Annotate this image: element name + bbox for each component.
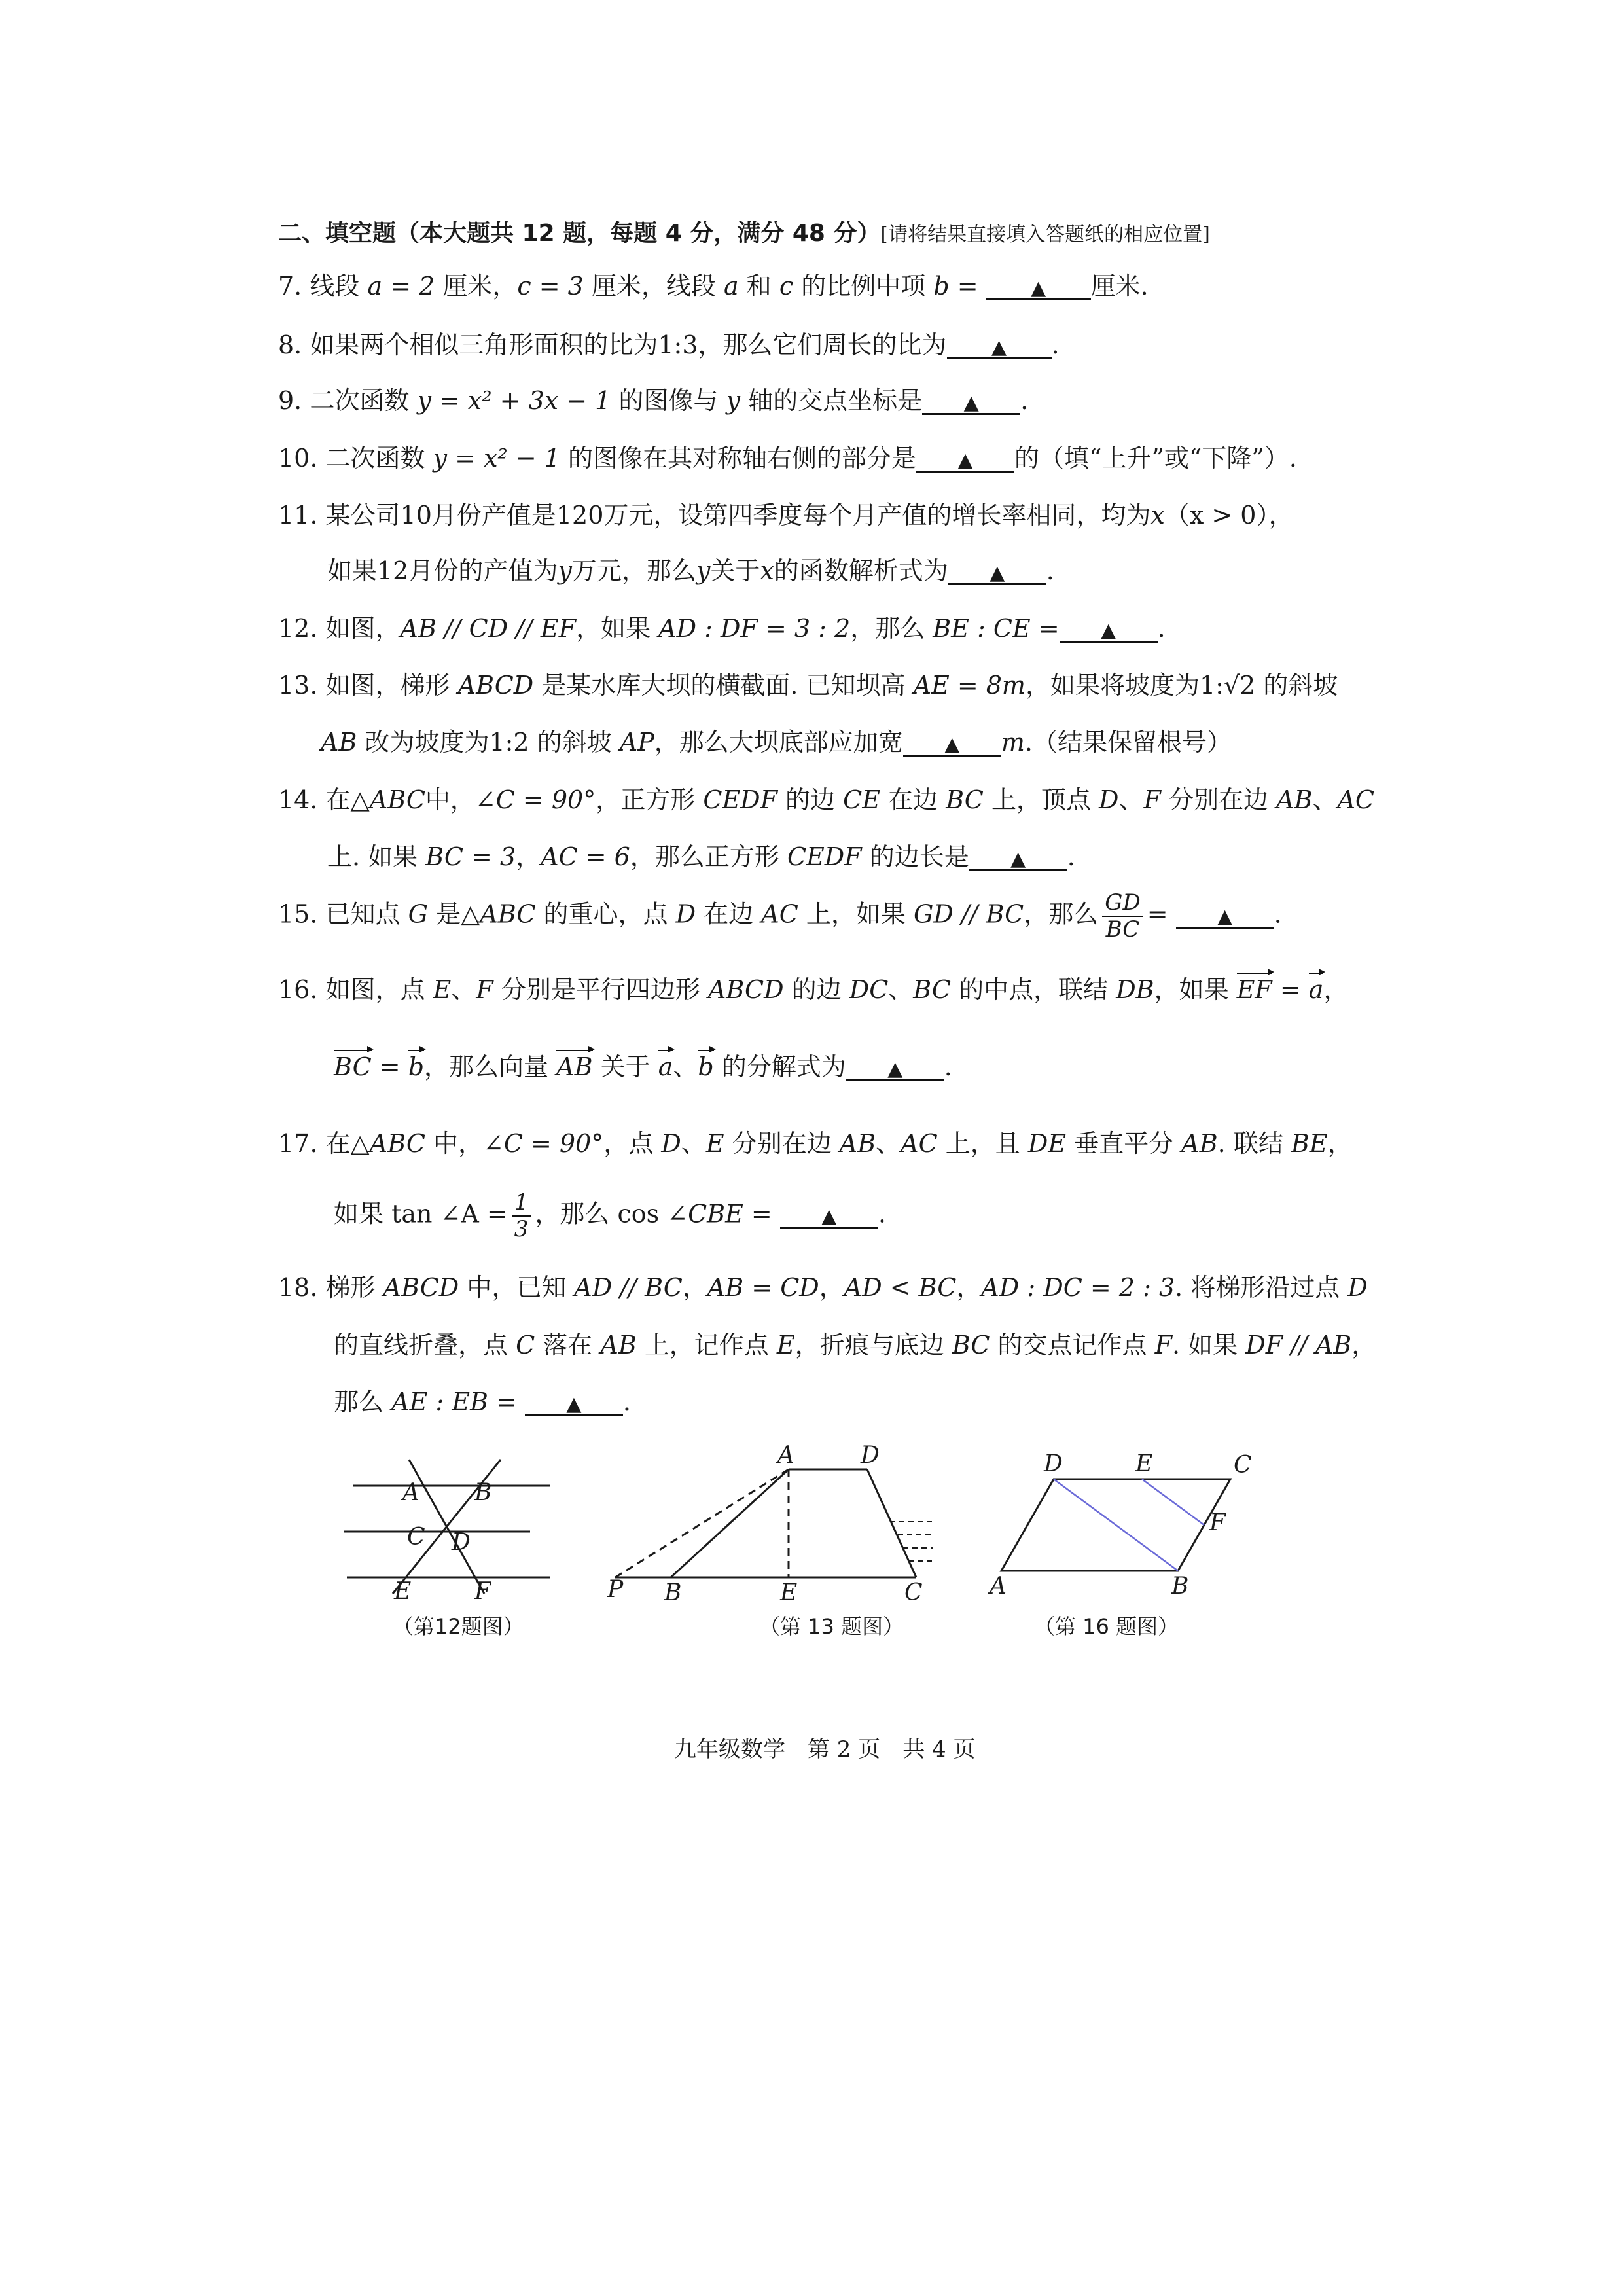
question-text: ，点 xyxy=(603,1129,662,1158)
answer-blank[interactable]: ▲ xyxy=(1176,907,1274,929)
point-label-p: P xyxy=(607,1576,624,1603)
answer-blank[interactable]: ▲ xyxy=(1060,621,1158,643)
figure-16 xyxy=(982,1446,1270,1604)
point-label-d: D xyxy=(452,1529,471,1556)
answer-blank[interactable]: ▲ xyxy=(525,1395,623,1416)
math-var: AB xyxy=(321,728,357,757)
math-var: AB xyxy=(600,1331,637,1359)
figure-16-caption: （第 16 题图） xyxy=(1034,1614,1179,1639)
question-11-line2 xyxy=(327,556,1054,586)
vector: b xyxy=(698,1052,714,1081)
point-label-a: A xyxy=(990,1573,1007,1600)
answer-blank[interactable]: ▲ xyxy=(846,1060,944,1081)
math-expr: AB = CD xyxy=(707,1273,819,1302)
math-var: m xyxy=(1001,728,1025,757)
question-text: 分别在边 xyxy=(724,1129,840,1158)
math-var: BC xyxy=(946,785,984,814)
vector: a xyxy=(1308,975,1324,1004)
question-16: 16. 如图，点 E、F 分别是平行四边形 ABCD 的边 DC、BC 的中点，联结 DB，如果 EF = a， xyxy=(278,975,1349,1004)
vector: EF xyxy=(1236,975,1272,1004)
math-var: D xyxy=(1347,1273,1368,1302)
point-label-a: A xyxy=(777,1443,794,1469)
question-text: 二次函数 xyxy=(325,444,433,473)
math-var: x xyxy=(760,556,774,585)
question-13-line2 xyxy=(321,728,1232,758)
math-var: ABC xyxy=(480,899,536,929)
math-expr: AD : DC = 2 : 3 xyxy=(981,1273,1175,1302)
question-text: 梯形 xyxy=(325,1273,383,1302)
math-expr: AD : DF = 3 : 2 xyxy=(658,614,851,643)
question-number: 14. xyxy=(278,785,318,814)
math-var: DE xyxy=(1027,1129,1067,1158)
question-8 xyxy=(278,331,1060,361)
question-number: 8. xyxy=(278,331,302,359)
question-text: 的重心，点 xyxy=(535,899,676,929)
question-14-line2 xyxy=(327,842,1075,872)
question-text: 的图像在其对称轴右侧的部分是 xyxy=(560,444,917,473)
vector: a xyxy=(658,1052,673,1081)
math-var: y xyxy=(726,386,741,415)
question-text: 如果 tan ∠A = xyxy=(334,1199,508,1229)
question-text: 的（填“上升”或“下降”）. xyxy=(1014,444,1297,473)
question-text: 轴的交点坐标是 xyxy=(740,386,923,415)
question-text: 、 xyxy=(876,1129,901,1158)
math-var: D xyxy=(1099,785,1119,814)
math-var: F xyxy=(1154,1331,1172,1359)
math-var: F xyxy=(476,975,493,1004)
question-text: 如果两个相似三角形面积的比为1:3，那么它们周长的比为 xyxy=(310,331,947,359)
point-label-e: E xyxy=(780,1579,798,1604)
question-text: 关于 xyxy=(592,1052,658,1081)
question-13 xyxy=(278,671,1338,701)
math-var: DC xyxy=(849,975,889,1004)
question-text: . xyxy=(1067,842,1075,871)
question-text: 、 xyxy=(888,975,914,1004)
question-text: ，那么 xyxy=(1024,899,1099,929)
math-expr: AE = 8m xyxy=(913,671,1026,700)
question-text: 在△ xyxy=(325,1129,370,1158)
question-number: 17. xyxy=(278,1129,318,1158)
fraction-denominator: 3 xyxy=(514,1216,529,1243)
point-label-d: D xyxy=(1044,1450,1063,1477)
math-var: D xyxy=(675,899,696,929)
math-var: CEDF xyxy=(787,842,862,871)
question-text: . xyxy=(1051,331,1060,359)
page-footer: 九年级数学 第 2 页 共 4 页 xyxy=(674,1736,976,1763)
question-text: 厘米，线段 xyxy=(583,272,724,300)
question-17 xyxy=(278,1129,1353,1159)
question-text: . 如果 xyxy=(1172,1331,1246,1359)
question-7 xyxy=(278,272,1149,302)
math-var: AP xyxy=(619,728,654,757)
question-text: ，如果将坡度为1:√2 的斜坡 xyxy=(1025,671,1338,700)
question-text: 改为坡度为1:2 的斜坡 xyxy=(357,728,620,757)
question-text: ，那么 xyxy=(850,614,933,643)
question-text: 是某水库大坝的横截面. 已知坝高 xyxy=(533,671,914,700)
fraction-denominator: BC xyxy=(1105,916,1140,943)
math-expr: a = 2 xyxy=(367,272,435,300)
question-text: ， xyxy=(516,842,541,871)
point-label-c: C xyxy=(407,1524,425,1551)
answer-blank[interactable]: ▲ xyxy=(916,451,1014,473)
question-9 xyxy=(278,386,1028,416)
math-var: E xyxy=(705,1129,724,1158)
point-label-f: F xyxy=(474,1578,491,1604)
math-expr: y = x² + 3x − 1 xyxy=(417,386,611,415)
question-number: 7. xyxy=(278,272,302,300)
question-text: . xyxy=(1157,614,1166,643)
figure-12-caption: （第12题图） xyxy=(393,1614,524,1639)
answer-blank[interactable]: ▲ xyxy=(903,735,1001,757)
question-text: 上. 如果 xyxy=(327,842,426,871)
question-text: 上，且 xyxy=(937,1129,1028,1158)
answer-blank[interactable]: ▲ xyxy=(986,279,1091,300)
question-text: 厘米， xyxy=(435,272,518,300)
math-var: DB xyxy=(1116,975,1154,1004)
question-text: ， xyxy=(1327,1129,1353,1158)
question-text: . 将梯形沿过点 xyxy=(1175,1273,1348,1302)
question-text: 是△ xyxy=(427,899,480,929)
math-var: E xyxy=(776,1331,795,1359)
question-text: ，那么 cos ∠ xyxy=(535,1199,688,1229)
answer-blank[interactable]: ▲ xyxy=(969,850,1067,871)
math-var: G xyxy=(408,899,428,929)
question-text: 厘米. xyxy=(1090,272,1149,300)
fraction-numerator: GD xyxy=(1102,890,1143,917)
fraction xyxy=(1102,890,1143,942)
question-text: 二次函数 xyxy=(310,386,418,415)
point-label-b: B xyxy=(474,1479,492,1506)
question-text: ，正方形 xyxy=(596,785,704,814)
question-text: ，如果 xyxy=(1154,975,1237,1004)
question-text: . xyxy=(1020,386,1029,415)
math-var: a xyxy=(724,272,739,300)
question-text: 上，记作点 xyxy=(636,1331,777,1359)
math-expr: ∠C = 90° xyxy=(474,785,596,814)
question-text: ， xyxy=(819,1273,844,1302)
question-10 xyxy=(278,444,1297,474)
question-text: 的交点记作点 xyxy=(990,1331,1155,1359)
question-text: 、 xyxy=(451,975,476,1004)
question-text: 的边长是 xyxy=(861,842,969,871)
question-11 xyxy=(278,501,1293,531)
question-18-line3 xyxy=(334,1388,631,1418)
math-var: y xyxy=(696,556,711,585)
question-text: ，那么大坝底部应加宽 xyxy=(654,728,903,757)
vector: BC xyxy=(334,1052,372,1081)
figure-13-caption: （第 13 题图） xyxy=(759,1614,904,1639)
math-expr: c = 3 xyxy=(517,272,584,300)
question-number: 18. xyxy=(278,1273,318,1302)
math-var: y xyxy=(558,556,572,585)
question-text: （x > 0）， xyxy=(1164,501,1294,529)
answer-blank[interactable]: ▲ xyxy=(922,393,1020,415)
question-text: 的边 xyxy=(777,785,844,814)
question-text: 已知点 xyxy=(325,899,408,929)
question-text: 中， xyxy=(425,785,475,814)
point-label-b: B xyxy=(664,1579,682,1604)
question-text: 、 xyxy=(673,1052,698,1081)
question-text: 的比例中项 xyxy=(793,272,934,300)
math-expr: AD < BC xyxy=(844,1273,957,1302)
question-text: . xyxy=(1046,556,1054,585)
question-17-line2 xyxy=(334,1190,886,1242)
question-number: 13. xyxy=(278,671,318,700)
math-expr: BE : CE = xyxy=(933,614,1060,643)
math-var: AB xyxy=(1181,1129,1218,1158)
question-text: 在边 xyxy=(880,785,946,814)
question-text: 分别在边 xyxy=(1160,785,1277,814)
point-label-e: E xyxy=(1135,1450,1153,1477)
math-var: CE xyxy=(843,785,880,814)
question-12 xyxy=(278,614,1166,644)
math-var: AC xyxy=(1337,785,1374,814)
section-note: [请将结果直接填入答题纸的相应位置] xyxy=(880,223,1210,246)
math-var: CEDF xyxy=(703,785,777,814)
question-text: 的函数解析式为 xyxy=(774,556,948,585)
question-14 xyxy=(278,785,1374,816)
math-var: BC xyxy=(913,975,952,1004)
math-var: ABCD xyxy=(707,975,784,1004)
question-text: 如图，点 xyxy=(325,975,433,1004)
question-text: 万元，那么 xyxy=(571,556,696,585)
answer-blank[interactable]: ▲ xyxy=(948,564,1046,585)
question-text: 的分解式为 xyxy=(713,1052,846,1081)
question-text: . xyxy=(878,1199,886,1229)
vector: AB xyxy=(556,1052,593,1081)
question-text: 的中点，联结 xyxy=(951,975,1116,1004)
question-text: ，那么向量 xyxy=(424,1052,557,1081)
question-text: ， xyxy=(1351,1331,1377,1359)
fraction xyxy=(512,1190,531,1242)
question-text: 中， xyxy=(425,1129,484,1158)
question-text: 如果12月份的产值为 xyxy=(327,556,558,585)
question-text: 上，如果 xyxy=(798,899,914,929)
section-heading xyxy=(278,215,1210,248)
question-text: 关于 xyxy=(710,556,760,585)
question-text: . xyxy=(622,1388,632,1416)
question-text: 、 xyxy=(1312,785,1338,814)
point-label-b: B xyxy=(1171,1573,1189,1600)
question-text: 、 xyxy=(1118,785,1144,814)
math-var: ABC xyxy=(369,785,425,814)
question-text: ， xyxy=(956,1273,982,1302)
math-var: E xyxy=(433,975,452,1004)
answer-blank[interactable]: ▲ xyxy=(947,338,1052,359)
question-text: 中，已知 xyxy=(459,1273,575,1302)
question-text: 如图， xyxy=(325,614,401,643)
point-label-e: E xyxy=(394,1578,412,1604)
segment-ef xyxy=(1142,1479,1204,1525)
math-expr: BC = 3 xyxy=(425,842,516,871)
math-expr: b = xyxy=(933,272,978,300)
math-var: AC xyxy=(901,1129,938,1158)
math-expr: AC = 6 xyxy=(541,842,630,871)
math-expr: AB // CD // EF xyxy=(400,614,577,643)
point-label-a: A xyxy=(402,1479,419,1506)
question-number: 9. xyxy=(278,386,302,415)
question-text: . 联结 xyxy=(1217,1129,1291,1158)
point-label-c: C xyxy=(904,1579,923,1604)
question-text: 在边 xyxy=(696,899,762,929)
question-number: 11. xyxy=(278,501,318,529)
math-expr: GD // BC xyxy=(913,899,1024,929)
question-text: = xyxy=(743,1199,772,1229)
question-text: 落在 xyxy=(535,1331,601,1359)
math-var: ABCD xyxy=(457,671,534,700)
math-var: AB xyxy=(839,1129,876,1158)
section-title: 二、填空题（本大题共 12 题，每题 4 分，满分 48 分） xyxy=(278,220,881,247)
math-var: AB xyxy=(1276,785,1313,814)
vector: b xyxy=(408,1052,425,1081)
question-number: 15. xyxy=(278,899,318,929)
question-16-line2: BC = b，那么向量 AB 关于 a、b 的分解式为 ▲ . xyxy=(334,1052,952,1081)
math-var: c xyxy=(779,272,794,300)
question-18 xyxy=(278,1273,1368,1303)
point-label-c: C xyxy=(1234,1452,1252,1479)
math-var: ABCD xyxy=(383,1273,459,1302)
fraction-numerator: 1 xyxy=(512,1190,531,1217)
question-text: . xyxy=(944,1052,952,1081)
question-text: ， xyxy=(682,1273,707,1302)
question-text: 的直线折叠，点 xyxy=(334,1331,516,1359)
point-label-f: F xyxy=(1209,1509,1226,1536)
question-number: 12. xyxy=(278,614,318,643)
question-text: 、 xyxy=(681,1129,706,1158)
question-text: 垂直平分 xyxy=(1066,1129,1182,1158)
math-var: BC xyxy=(952,1331,990,1359)
question-15: 15. 已知点 G 是△ABC 的重心，点 D 在边 AC 上，如果 GD // BC，那么 $\frac{GD}{BC}$ = ▲ . xyxy=(278,889,1282,943)
math-var: CBE xyxy=(688,1199,743,1229)
figure-12 xyxy=(334,1446,569,1604)
point-label-d: D xyxy=(861,1443,880,1469)
figure-13 xyxy=(602,1443,969,1604)
math-var: x xyxy=(1150,501,1165,529)
math-var: AC xyxy=(761,899,798,929)
question-text: 的图像与 xyxy=(611,386,726,415)
answer-blank[interactable]: ▲ xyxy=(780,1207,878,1229)
math-var: D xyxy=(661,1129,681,1158)
question-text: .（结果保留根号） xyxy=(1024,728,1232,757)
math-expr: DF // AB xyxy=(1245,1331,1352,1359)
question-number: 10. xyxy=(278,444,318,473)
math-var: C xyxy=(516,1331,535,1359)
question-text: 那么 xyxy=(334,1388,392,1416)
math-var: BE xyxy=(1291,1129,1328,1158)
question-18-line2 xyxy=(334,1331,1376,1361)
question-text: 的边 xyxy=(783,975,849,1004)
math-expr: y = x² − 1 xyxy=(433,444,560,473)
question-text: 线段 xyxy=(310,272,368,300)
question-text: 某公司10月份产值是120万元，设第四季度每个月产值的增长率相同，均为 xyxy=(325,501,1151,529)
slope-ap xyxy=(615,1469,789,1577)
question-number: 16. xyxy=(278,975,318,1004)
math-expr: AD // BC xyxy=(574,1273,683,1302)
math-var: F xyxy=(1143,785,1161,814)
question-text: 在△ xyxy=(325,785,370,814)
math-expr: ∠C = 90° xyxy=(483,1129,604,1158)
question-text: . xyxy=(1274,899,1282,929)
question-text: ，折痕与底边 xyxy=(794,1331,952,1359)
question-text: 和 xyxy=(738,272,779,300)
question-text: 分别是平行四边形 xyxy=(493,975,708,1004)
math-var: ABC xyxy=(369,1129,425,1158)
question-text: ，如果 xyxy=(576,614,659,643)
question-text: ，那么正方形 xyxy=(630,842,787,871)
question-text: 上，顶点 xyxy=(983,785,1099,814)
slope-ab xyxy=(671,1469,789,1577)
question-text: 如图，梯形 xyxy=(325,671,458,700)
math-expr: AE : EB = xyxy=(391,1388,517,1416)
